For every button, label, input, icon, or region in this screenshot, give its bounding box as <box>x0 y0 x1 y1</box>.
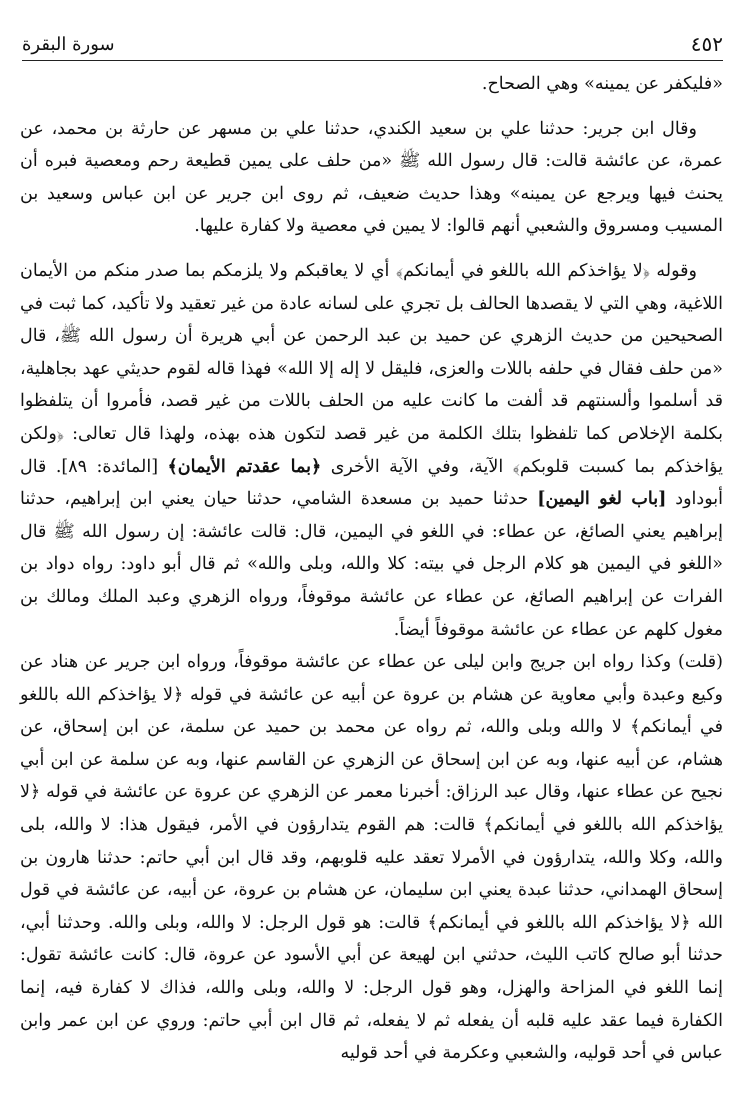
paragraph-ibn-jarir <box>20 113 723 243</box>
text-segment: [المائدة: ٨٩]. قال أبوداود <box>20 456 723 510</box>
page-header <box>22 30 723 61</box>
paragraph-qult <box>20 646 723 1070</box>
surah-title: سورة البقرة <box>22 34 115 55</box>
text-segment: (قلت) وكذا رواه ابن جريج وابن ليلى عن عطاء عن عائشة موقوفاً، ورواه ابن جرير عن هناد عن وكيع وعبدة وأبي معاوية عن هشام بن عروة عن أبيه عن عائشة في قوله ﴿لا يؤاخذكم الله باللغو في أيمانكم﴾ لا والله وبلى والله، ثم رواه عن محمد بن حميد عن سلمة، عن ابن إسحاق، عن هشام، عن أبيه عنها، وبه عن ابن إسحاق عن الزهري عن القاسم عنها، وبه عن سلمة عن ابن أبي نجيح عن عطاء عنها، وقال عبد الرزاق: أخبرنا معمر عن الزهري عن عروة عن عائشة في قوله ﴿لا يؤاخذكم الله باللغو في أيمانكم﴾ قالت: هم القوم يتدارؤون في الأمر، فيقول هذا: لا والله، بلى والله، وكلا والله، يتدارؤون في الأمرلا تعقد عليه قلوبهم، وقد قال ابن أبي حاتم: حدثنا هارون بن إسحاق الهمداني، حدثنا عبدة يعني ابن سليمان، عن هشام بن عروة، عن أبيه، عن عائشة في قول الله ﴿لا يؤاخذكم الله باللغو في أيمانكم﴾ قالت: هو قول الرجل: لا والله، وبلى والله. وحدثنا أبي، حدثنا أبو صالح كاتب الليث، حدثني ابن لهيعة عن أبي الأسود عن عروة، قال: كانت عائشة تقول: إنما اللغو في المزاحة والهزل، وهو قول الرجل: لا والله، وبلى والله، فذاك لا كفارة فيه، إنما الكفارة فيما عقد عليه قلبه أن يفعله ثم لا يفعله، ثم قال ابن أبي حاتم: وروي عن ابن عمر وابن عباس في أحد قوليه، والشعبي وعكرمة في أحد قوليه <box>20 652 723 1064</box>
quran-verse-bold: ﴿بما عقدتم الأيمان﴾ <box>167 456 322 477</box>
paragraph-laghw-tafsir <box>20 255 723 646</box>
page-number: ٤٥٢ <box>690 32 723 56</box>
text-segment: وقال ابن جرير: حدثنا علي بن سعيد الكندي، حدثنا علي بن مسهر عن حارثة بن محمد، عن عمرة، عن عائشة قالت: قال رسول الله ﷺ «من حلف على يمين قطيعة رحم ومعصية فبره أن يحنث فيها ويرجع عن يمينه» وهذا حديث ضعيف، ثم روى ابن جرير عن ابن عباس وسعيد بن المسيب ومسروق والشعبي أنهم قالوا: لا يمين في معصية ولا كفارة عليها. <box>20 118 723 237</box>
text-segment: حدثنا حميد بن مسعدة الشامي، حدثنا حيان يعني ابن إبراهيم، حدثنا إبراهيم يعني الصائغ، عن عطاء: في اللغو في اليمين، قال: قالت عائشة: إن رسول الله ﷺ قال «اللغو في اليمين هو كلام الرجل في بيته: كلا والله، وبلى والله» ثم قال أبو داود: رواه دواد بن الفرات عن إبراهيم الصائغ، عن عطاء عن عائشة موقوفاً، ورواه الزهري وعبد الملك ومالك بن مغول كلهم عن عطاء عن عائشة موقوفاً أيضاً. <box>20 489 723 640</box>
page-body <box>20 68 723 1070</box>
chapter-heading-bold: [باب لغو اليمين] <box>537 489 667 510</box>
paragraph-continuation <box>20 68 723 101</box>
text-segment: «فليكفر عن يمينه» وهي الصحاح. <box>481 74 723 94</box>
text-segment: وقوله ﴿لا يؤاخذكم الله باللغو في أيمانكم﴾ أي لا يعاقبكم ولا يلزمكم بما صدر منكم من الأيمان اللاغية، وهي التي لا يقصدها الحالف بل تجري على لسانه عادة من غير تعقيد ولا تأكيد، كما ثبت في الصحيحين من حديث الزهري عن حميد بن عبد الرحمن عن أبي هريرة أن رسول الله ﷺ، قال «من حلف فقال في حلفه باللات والعزى، فليقل لا إله إلا الله» فهذا قاله لقوم حديثي عهد بجاهلية، قد أسلموا وألسنتهم قد ألفت ما كانت عليه من الحلف باللات من غير قصد، فأمروا أن يتلفظوا بكلمة الإخلاص كما تلفظوا بتلك الكلمة من غير قصد لتكون هذه بهذه، ولهذا قال تعالى: ﴿ولكن يؤاخذكم بما كسبت قلوبكم﴾ الآية، وفي الآية الأخرى <box>20 260 723 477</box>
